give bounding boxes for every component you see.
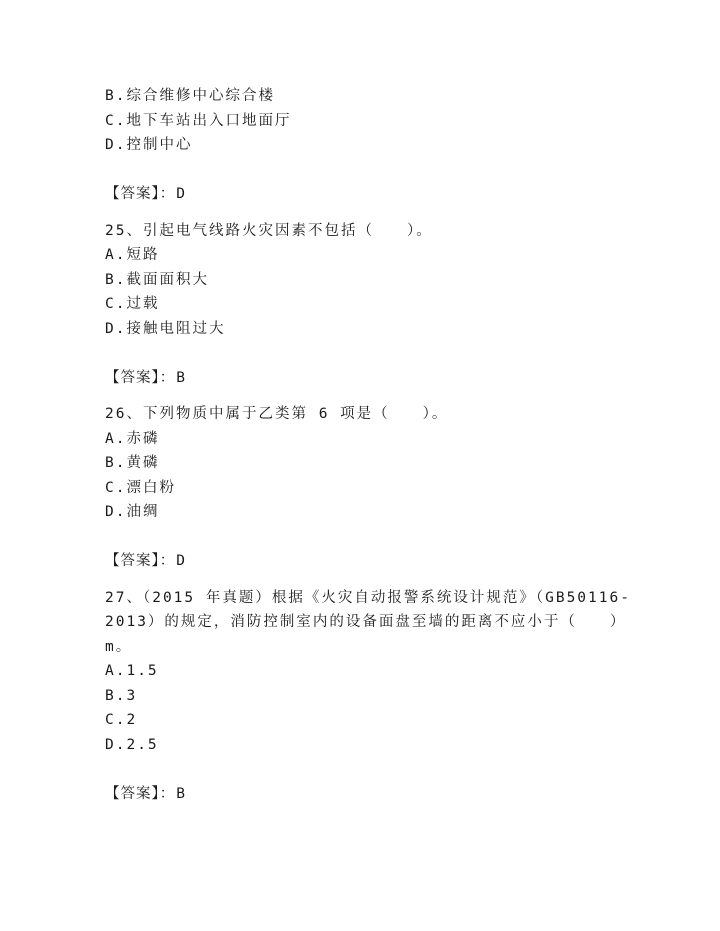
option-a: A.赤磷 xyxy=(105,430,160,447)
option-d: D.2.5 xyxy=(105,736,159,753)
option-b: B.黄磷 xyxy=(105,455,160,471)
option-b: B.3 xyxy=(105,687,138,704)
answer-label: 【答案】 xyxy=(105,553,160,569)
question-stem-line-3: m。 xyxy=(105,638,133,655)
prev-question-options xyxy=(105,84,615,158)
answer-separator: ： xyxy=(159,553,177,569)
option-d: D.接触电阻过大 xyxy=(105,320,226,337)
answer-value: B xyxy=(176,369,187,386)
answer-value: B xyxy=(176,785,187,802)
option-a: A.1.5 xyxy=(105,663,159,679)
option-d: D.控制中心 xyxy=(105,137,193,153)
question-26-answer xyxy=(105,549,615,574)
option-c: C.2 xyxy=(105,712,138,728)
question-27-answer xyxy=(105,782,615,807)
question-26 xyxy=(105,402,615,525)
question-27 xyxy=(105,586,631,758)
answer-value: D xyxy=(176,186,187,202)
answer-label: 【答案】 xyxy=(105,785,160,802)
option-c: C.地下车站出入口地面厅 xyxy=(105,112,292,129)
question-stem-line-1: 27、（2015 年真题）根据《火灾自动报警系统设计规范》（GB50116- xyxy=(105,589,631,606)
option-b: B.截面面积大 xyxy=(105,271,209,288)
option-d: D.油绸 xyxy=(105,504,160,520)
question-stem-line-2: 2013）的规定，消防控制室内的设备面盘至墙的距离不应小于（ ） xyxy=(105,614,627,630)
exam-page xyxy=(105,84,631,818)
answer-value: D xyxy=(176,553,187,569)
option-c: C.漂白粉 xyxy=(105,479,176,496)
question-25-answer xyxy=(105,366,615,391)
question-stem: 25、引起电气线路火灾因素不包括（ ）。 xyxy=(105,222,433,239)
question-stem: 26、下列物质中属于乙类第 6 项是（ ）。 xyxy=(105,406,449,422)
option-c: C.过载 xyxy=(105,296,160,312)
answer-label: 【答案】 xyxy=(105,186,160,202)
answer-separator: ： xyxy=(159,785,177,802)
question-25 xyxy=(105,219,615,342)
answer-separator: ： xyxy=(159,186,177,202)
option-b: B.综合维修中心综合楼 xyxy=(105,88,275,104)
option-a: A.短路 xyxy=(105,247,160,263)
answer-label: 【答案】 xyxy=(105,369,160,386)
prev-question-answer xyxy=(105,182,615,207)
answer-separator: ： xyxy=(159,369,177,386)
